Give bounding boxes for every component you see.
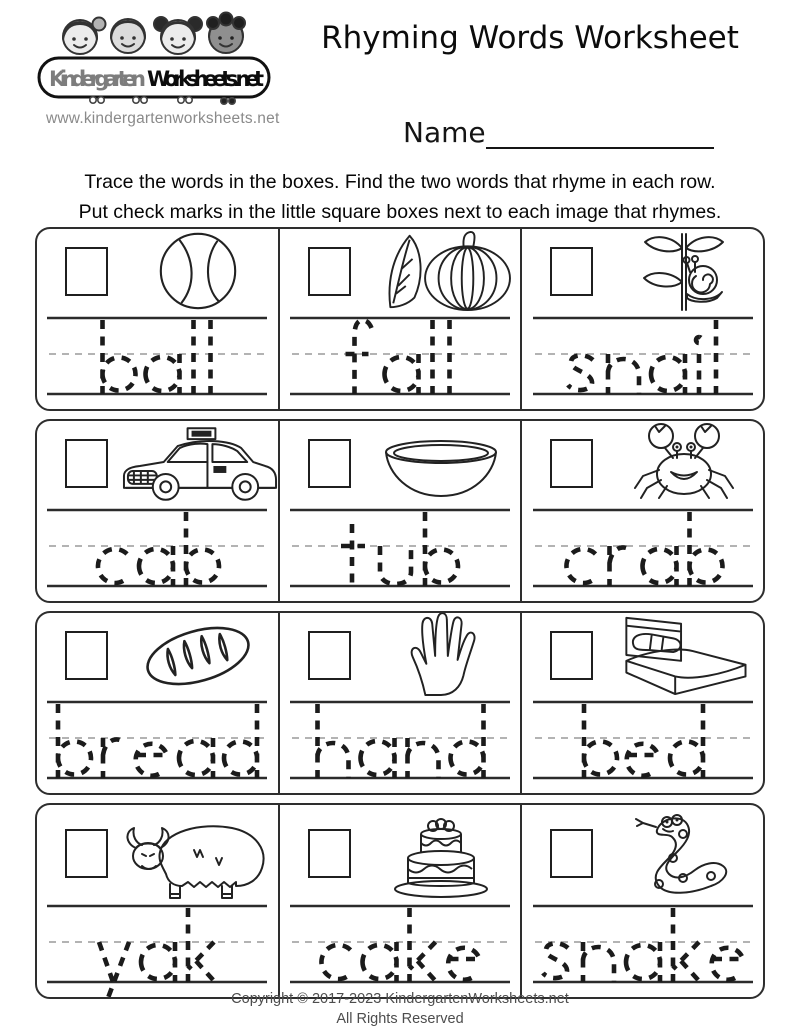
instructions: [0, 167, 800, 227]
cell-bed: [520, 613, 763, 793]
name-row: [403, 116, 714, 149]
checkbox-ball[interactable]: [65, 247, 108, 296]
cell-snail: [520, 229, 763, 409]
tub-image: [361, 420, 521, 506]
bed-image: [603, 612, 763, 698]
checkbox-bread[interactable]: [65, 631, 108, 680]
footer: [0, 989, 800, 1030]
trace-area-cab[interactable]: [39, 505, 275, 601]
instructions-line2: Put check marks in the little square boxes next to each image that rhymes.: [78, 201, 722, 224]
cell-snake: [520, 805, 763, 997]
cell-bread: [37, 613, 278, 793]
site-url: www.kindergartenworksheets.net: [46, 110, 280, 127]
checkbox-snake[interactable]: [550, 829, 593, 878]
footer-rights: All Rights Reserved: [336, 1011, 464, 1028]
cell-cab: [37, 421, 278, 601]
site-logo: [36, 6, 274, 113]
trace-area-snake[interactable]: [525, 901, 761, 997]
taxi-cab-image: [118, 420, 282, 506]
checkbox-hand[interactable]: [308, 631, 351, 680]
trace-area-bread[interactable]: [39, 697, 275, 793]
hand-image: [361, 612, 521, 698]
page-title: Rhyming Words Worksheet: [321, 20, 739, 56]
yak-image: [118, 804, 278, 902]
cell-cake: [278, 805, 521, 997]
worksheet-row-4: [35, 803, 765, 999]
cell-hand: [278, 613, 521, 793]
cell-tub: [278, 421, 521, 601]
logo-text-kindergarten: Kindergarten: [49, 67, 146, 91]
bread-image: [118, 612, 278, 698]
trace-area-snail[interactable]: [525, 313, 761, 409]
trace-area-tub[interactable]: [282, 505, 518, 601]
leaf-and-pumpkin-image: [361, 228, 521, 314]
cell-ball: [37, 229, 278, 409]
cake-image: [361, 804, 521, 902]
trace-area-crab[interactable]: [525, 505, 761, 601]
snake-image: [603, 804, 763, 902]
checkbox-tub[interactable]: [308, 439, 351, 488]
crab-image: [603, 420, 763, 506]
checkbox-cab[interactable]: [65, 439, 108, 488]
checkbox-yak[interactable]: [65, 829, 108, 878]
checkbox-cake[interactable]: [308, 829, 351, 878]
checkbox-snail[interactable]: [550, 247, 593, 296]
checkbox-bed[interactable]: [550, 631, 593, 680]
cell-yak: [37, 805, 278, 997]
logo-text-worksheets: Worksheets.net: [147, 67, 264, 91]
worksheet-grid: [35, 227, 765, 999]
worksheet-row-2: [35, 419, 765, 603]
trace-area-bed[interactable]: [525, 697, 761, 793]
footer-copyright: Copyright © 2017-2023 KindergartenWorksheets.net: [231, 991, 569, 1007]
kids-logo-illustration: [36, 6, 274, 108]
snail-image: [603, 228, 763, 314]
checkbox-fall[interactable]: [308, 247, 351, 296]
name-label: Name: [403, 116, 486, 149]
trace-area-yak[interactable]: [39, 901, 275, 997]
instructions-line1: Trace the words in the boxes. Find the two words that rhyme in each row.: [84, 171, 716, 193]
trace-area-fall[interactable]: [282, 313, 518, 409]
checkbox-crab[interactable]: [550, 439, 593, 488]
trace-area-ball[interactable]: [39, 313, 275, 409]
worksheet-row-3: [35, 611, 765, 795]
trace-area-cake[interactable]: [282, 901, 518, 997]
worksheet-row-1: [35, 227, 765, 411]
ball-image: [118, 228, 278, 314]
cell-fall: [278, 229, 521, 409]
trace-area-hand[interactable]: [282, 697, 518, 793]
name-blank-line[interactable]: [486, 119, 714, 149]
cell-crab: [520, 421, 763, 601]
